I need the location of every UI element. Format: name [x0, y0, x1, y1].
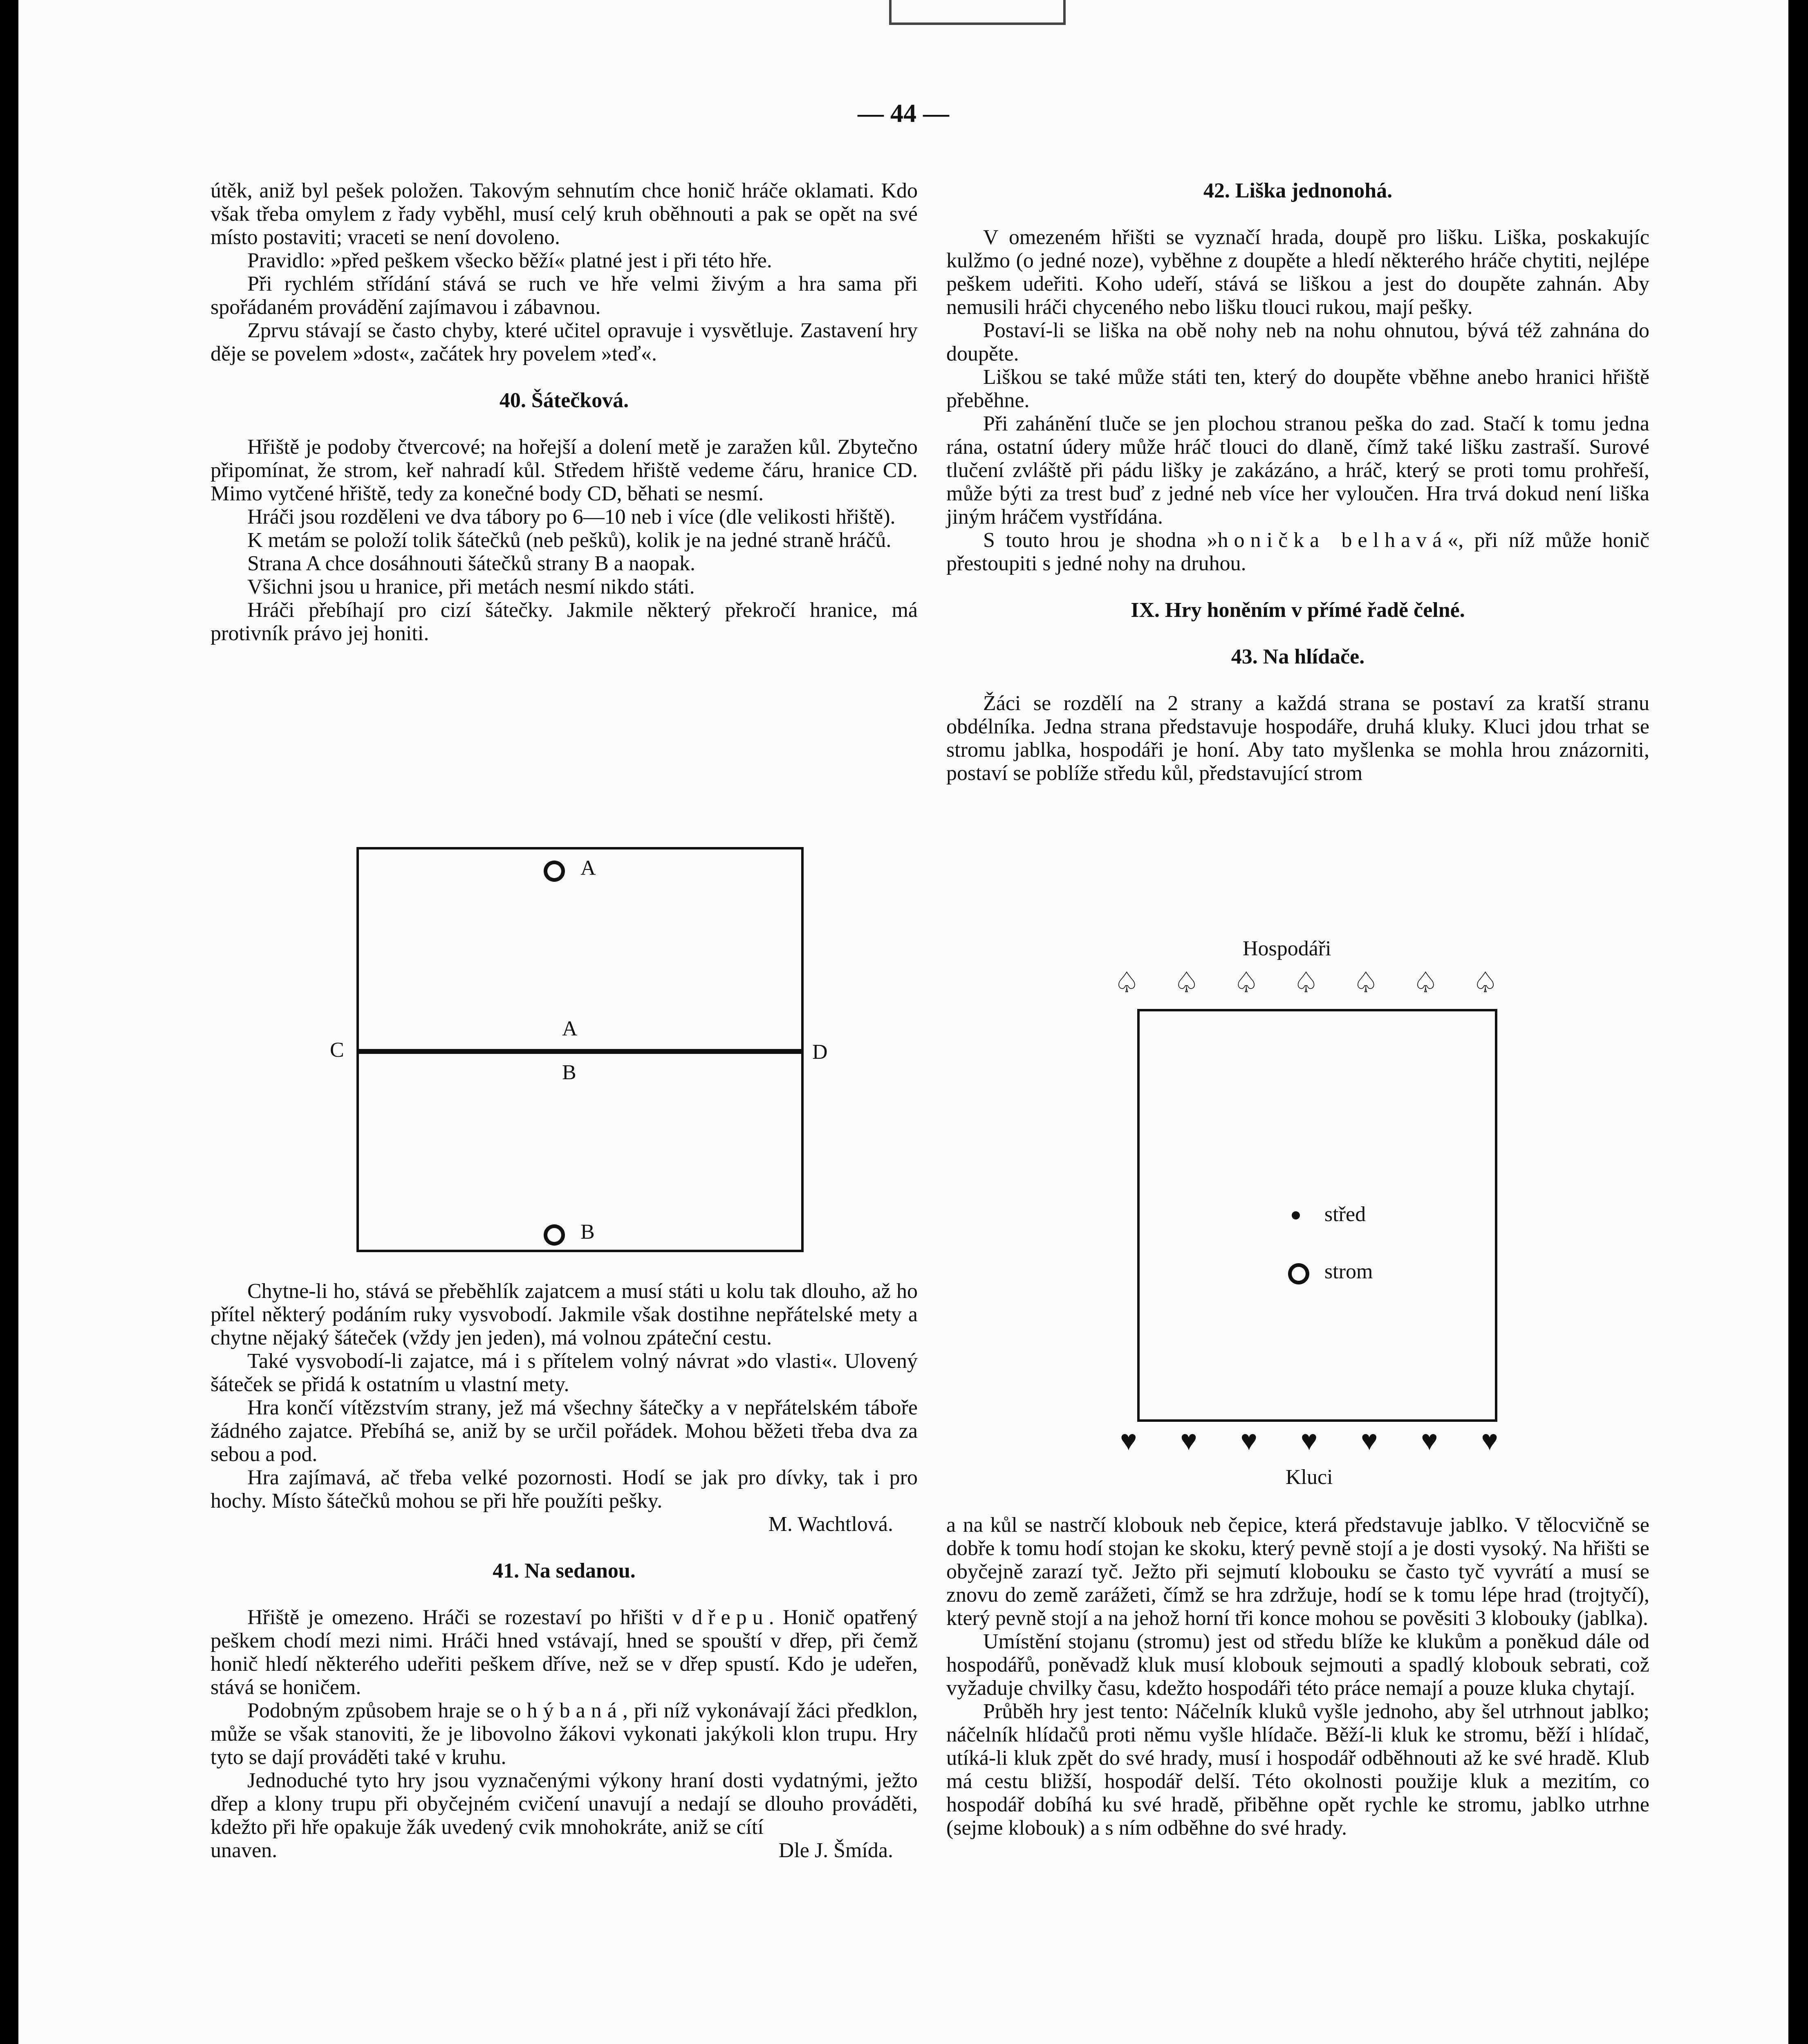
paragraph: [211, 1606, 918, 1699]
text-run: Podobným způsobem hraje se: [247, 1699, 511, 1722]
emphasis-text: honička belhavá: [1217, 529, 1448, 552]
section-heading-43: 43. Na hlídače.: [1231, 645, 1365, 668]
paragraph: Také vysvobodí-li zajatce, má i s přítelem volný návrat »do vlasti«. Ulovený šáteček se přidá k ostatním u vlastní mety.: [211, 1349, 918, 1396]
emphasis-text: dřepu: [692, 1606, 769, 1629]
center-dot: [1292, 1211, 1300, 1219]
paragraph: Zprvu stávají se často chyby, které učitel opravuje i vysvětluje. Zastavení hry děje se povelem »dost«, začátek hry povelem »teď«.: [211, 319, 918, 365]
left-column-continued: [211, 1280, 918, 1862]
paragraph: Liškou se také může státi ten, který do doupěte vběhne anebo hranici hřiště přeběhne.: [946, 365, 1649, 412]
paragraph: Hráči přebíhají pro cizí šátečky. Jakmile některý překročí hranice, má protivník právo jej honiti.: [211, 598, 918, 645]
label-b-bottom: B: [580, 1220, 595, 1244]
player-symbol: ♤: [1114, 967, 1140, 999]
paragraph: Při zahánění tluče se jen plochou stranou peška do zad. Stačí k tomu jedna rána, ostatní údery může hráč tlouci do dlaně, čímž také lišku zastraší. Surové tlučení zvláště při pádu lišky je zakázáno, a hráč, který se proti tomu prohřeší, může býti za trest buď z jedné neb více her vyloučen. Hra trvá dokud není liška jiným hráčem vystřídána.: [946, 412, 1649, 529]
paragraph: a na kůl se nastrčí klobouk neb čepice, která představuje jablko. V tělocvičně se dobře k tomu hodí stojan ke skoku, který pevně stojí a je dosti vysoký. Na hřišti se obyčejně zarazí tyč. Ježto při sejmutí klobouku se často tyč vyvrátí a musí se znovu do země zarážeti, čímž se hra zdržuje, hodí se k tomu lépe hrad (trojtyčí), který pevně stojí a na jehož horní tři konce mohou se pověsiti 3 klobouky (jablka).: [946, 1513, 1649, 1630]
label-a-top: A: [580, 856, 596, 880]
paragraph: Postaví-li se liška na obě nohy neb na nohu ohnutou, bývá též zahnána do doupěte.: [946, 319, 1649, 365]
text-run: . Honič opatřený peškem chodí mezi nimi. Hráči hned vstávají, hned se spouští v dřep, při čemž honič hledí některého udeřiti peškem dříve, než se v dřep spustí. Kdo je udeřen, stává se honičem.: [211, 1606, 918, 1699]
paragraph: Pravidlo: »před peškem všecko běží« platné jest i při této hře.: [247, 249, 772, 272]
section-heading-41: 41. Na sedanou.: [493, 1559, 636, 1582]
paragraph: K metám se položí tolik šátečků (neb pešků), kolik je na jedné straně hráčů.: [247, 529, 892, 552]
tree-marker: [1288, 1263, 1309, 1284]
player-symbol: ♤: [1293, 967, 1319, 999]
label-stred: střed: [1324, 1203, 1366, 1226]
label-kluci: Kluci: [1286, 1466, 1333, 1489]
chapter-heading: IX. Hry honěním v přímé řadě čelné.: [1131, 598, 1465, 622]
page-number: — 44 —: [858, 99, 949, 128]
player-symbol: ♤: [1174, 967, 1199, 999]
border-line-cd: [356, 1049, 801, 1054]
player-symbol: ♥: [1421, 1425, 1438, 1457]
label-strom: strom: [1324, 1260, 1373, 1283]
paragraph: Chytne-li ho, stává se přeběhlík zajatcem a musí státi u kolu tak dlouho, až ho přítel některý podáním ruky vysvobodí. Jakmile však dostihne nepřátelské mety a chytne nějaký šáteček (vždy jen jeden), má volnou zpáteční cestu.: [211, 1280, 918, 1349]
right-column: [946, 179, 1649, 785]
player-symbol: ♥: [1180, 1425, 1197, 1457]
paragraph: Umístění stojanu (stromu) jest od středu blíže ke klukům a poněkud dále od hospodářů, poněvadž kluk musí klobouk sejmouti a spadlý klobouk sebrati, což vyžaduje chvilky času, kdežto hospodáři této práce nemají a pouze kluka chytají.: [946, 1630, 1649, 1700]
kluci-row: [1120, 1427, 1498, 1455]
hospodari-row: [1114, 969, 1498, 997]
scan-edge-mark: [889, 0, 1066, 25]
paragraph: V omezeném hřišti se vyznačí hrada, doupě pro lišku. Liška, poskakujíc kulžmo (o jedné noze), vyběhne z doupěte a hledí některého hráče chytiti, nejlépe peškem udeřiti. Koho udeří, stává se liškou a jest do doupěte zahnán. Aby nemusili hráči chyceného nebo lišku tlouci rukou, mají pešky.: [946, 226, 1649, 319]
player-symbol: ♥: [1120, 1425, 1137, 1457]
paragraph: Hra zajímavá, ač třeba velké pozornosti. Hodí se jak pro dívky, tak i pro hochy. Místo šátečků mohou se při hře použíti pešky.: [211, 1466, 918, 1513]
section-heading-42: 42. Liška jednonohá.: [1203, 179, 1393, 202]
label-c: C: [330, 1038, 344, 1062]
player-symbol: ♥: [1481, 1425, 1498, 1457]
paragraph: Strana A chce dosáhnouti šátečků strany B a naopak.: [247, 552, 696, 575]
paragraph: Žáci se rozdělí na 2 strany a každá strana se postaví za kratší stranu obdélníka. Jedna strana představuje hospodáře, druhá kluky. Kluci jdou trhat se stromu jablka, hospodáři je honí. Aby tato myšlenka se mohla hrou znázorniti, postaví se poblíže středu kůl, představující strom: [946, 692, 1649, 785]
player-symbol: ♥: [1360, 1425, 1378, 1457]
left-column: [211, 179, 918, 645]
author-signature: Dle J. Šmída.: [778, 1839, 893, 1862]
label-b-mid: B: [562, 1061, 576, 1084]
scanned-page: [18, 0, 1788, 2044]
section-heading-40: 40. Šátečková.: [499, 389, 629, 412]
player-symbol: ♥: [1240, 1425, 1258, 1457]
paragraph: Hřiště je podoby čtvercové; na hořejší a dolení metě je zaražen kůl. Zbytečno připomínat, že strom, keř nahradí kůl. Středem hřiště vedeme čáru, hranice CD. Mimo vytčené hřiště, tedy za konečné body CD, běhati se nesmí.: [211, 435, 918, 505]
emphasis-text: ohýbaná: [510, 1699, 623, 1722]
paragraph: Průběh hry jest tento: Náčelník kluků vyšle jednoho, aby šel utrhnout jablko; náčelník hlídačů proti němu vyšle hlídače. Běží-li kluk ke stromu, běží i hlídač, utíká-li kluk zpět do své hrady, musí i hospodář odběhnouti až ke své hradě. Klub má cestu bližší, hospodář delší. Této okolnosti použije kluk a mezitím, co hospodář dobíhá ku své hradě, přiběhne opět rychle ke stromu, jablko utrhne (sejme klobouk) a s ním odběhne do své hrady.: [946, 1700, 1649, 1840]
text-run: S touto hrou je shodna »: [983, 529, 1218, 552]
paragraph: Hra končí vítězstvím strany, jež má všechny šátečky a v nepřátelském táboře žádného zajatce. Přebíhá se, aniž by se určil pořádek. Mohou běžeti třeba dva za sebou a pod.: [211, 1396, 918, 1466]
label-d: D: [812, 1040, 828, 1064]
author-signature: M. Wachtlová.: [768, 1513, 893, 1536]
goal-post-b: [544, 1224, 565, 1246]
goal-post-a: [544, 861, 565, 882]
last-line: unaven.: [211, 1839, 278, 1862]
player-symbol: ♤: [1413, 967, 1438, 999]
paragraph: útěk, aniž byl pešek položen. Takovým sehnutím chce honič hráče oklamati. Kdo však třeba omylem z řady vyběhl, musí celý kruh oběhnouti a pak se opět na své místo postaviti; vraceti se není dovoleno.: [211, 179, 918, 249]
paragraph: Všichni jsou u hranice, při metách nesmí nikdo státi.: [247, 575, 695, 598]
text-run: Hřiště je omezeno. Hráči se rozestaví po hřišti v: [247, 1606, 692, 1629]
player-symbol: ♤: [1233, 967, 1259, 999]
label-a-mid: A: [562, 1017, 578, 1040]
label-hospodari: Hospodáři: [1243, 937, 1331, 960]
paragraph: Hráči jsou rozděleni ve dva tábory po 6—10 neb i více (dle velikosti hřiště).: [247, 505, 896, 529]
text-run: «, při níž může honič přestoupiti s jedné nohy na druhou.: [946, 529, 1649, 575]
right-column-continued: [946, 1513, 1649, 1840]
player-symbol: ♥: [1300, 1425, 1318, 1457]
player-symbol: ♤: [1472, 967, 1498, 999]
paragraph: [211, 1699, 918, 1769]
player-symbol: ♤: [1353, 967, 1379, 999]
playing-field: [1137, 1009, 1497, 1422]
text-run: , při níž vykonávají žáci předklon, může se však stanoviti, že je libovolno žákovi vykonati jakýkoli klon trupu. Hry tyto se dají prováděti také v kruhu.: [211, 1699, 918, 1769]
paragraph: Jednoduché tyto hry jsou vyznačenými výkony hraní dosti vydatnými, ježto dřep a klony trupu při obyčejném cvičení unavují a nedají se dlouho prováděti, kdežto při hře opakuje žák uvedený cvik mnohokráte, aniž se cítí: [211, 1769, 918, 1839]
paragraph: Při rychlém střídání stává se ruch ve hře velmi živým a hra sama při spořádaném provádění zajímavou i zábavnou.: [211, 272, 918, 319]
paragraph: [946, 529, 1649, 575]
